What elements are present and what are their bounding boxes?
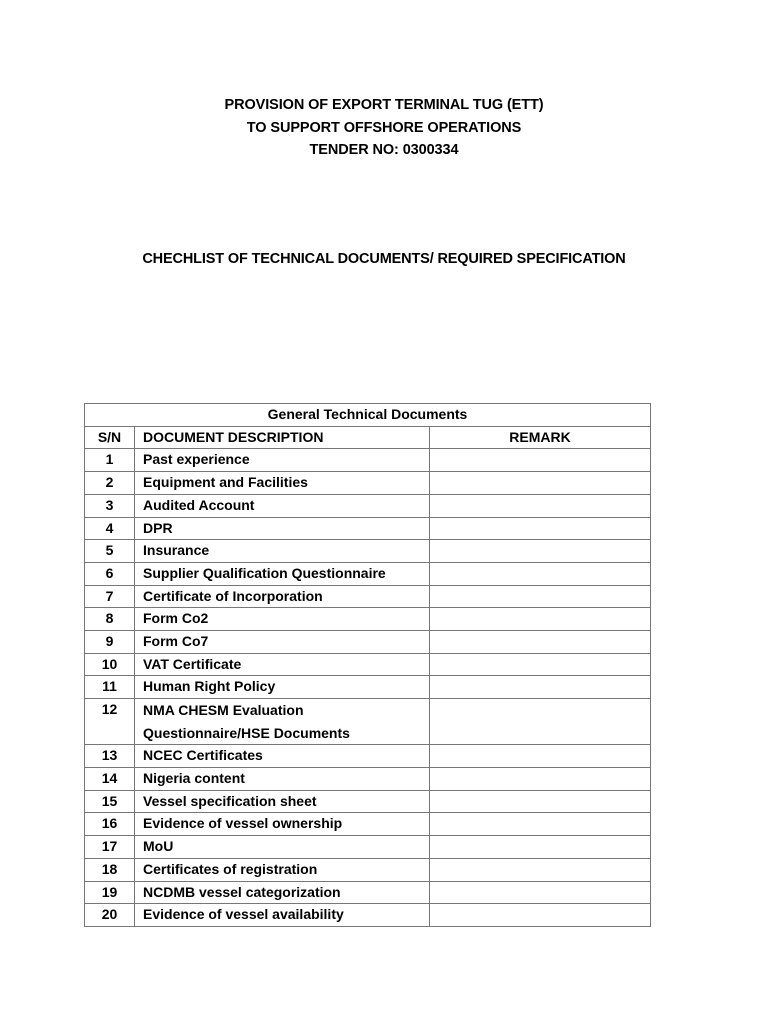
checklist-title: CHECHLIST OF TECHNICAL DOCUMENTS/ REQUIRED SPECIFICATION xyxy=(142,251,626,267)
table-row xyxy=(85,768,651,791)
row-serial-number: 3 xyxy=(85,494,135,517)
row-remark-cell[interactable] xyxy=(430,494,651,517)
row-remark-cell[interactable] xyxy=(430,676,651,699)
row-remark-cell[interactable] xyxy=(430,585,651,608)
row-serial-number: 4 xyxy=(85,517,135,540)
row-serial-number: 13 xyxy=(85,745,135,768)
row-serial-number: 11 xyxy=(85,676,135,699)
table-body xyxy=(85,449,651,927)
row-document-description: NMA CHESM Evaluation Questionnaire/HSE Documents xyxy=(135,699,430,745)
row-document-description: Human Right Policy xyxy=(135,676,430,699)
table-row xyxy=(85,904,651,927)
row-document-description: Equipment and Facilities xyxy=(135,472,430,495)
table-row xyxy=(85,494,651,517)
document-header xyxy=(0,94,768,162)
row-document-description: Vessel specification sheet xyxy=(135,790,430,813)
row-remark-cell[interactable] xyxy=(430,790,651,813)
row-document-description: Form Co2 xyxy=(135,608,430,631)
table-header-row xyxy=(85,426,651,449)
row-document-description: DPR xyxy=(135,517,430,540)
row-remark-cell[interactable] xyxy=(430,517,651,540)
row-document-description: Past experience xyxy=(135,449,430,472)
row-document-description: Form Co7 xyxy=(135,631,430,654)
row-document-description: Supplier Qualification Questionnaire xyxy=(135,562,430,585)
row-document-description: Nigeria content xyxy=(135,768,430,791)
table-row xyxy=(85,790,651,813)
table-row xyxy=(85,608,651,631)
row-document-description: NCEC Certificates xyxy=(135,745,430,768)
row-remark-cell[interactable] xyxy=(430,699,651,745)
row-serial-number: 14 xyxy=(85,768,135,791)
row-document-description: Certificates of registration xyxy=(135,858,430,881)
row-serial-number: 5 xyxy=(85,540,135,563)
technical-documents-table xyxy=(84,403,651,927)
header-line-2: TO SUPPORT OFFSHORE OPERATIONS xyxy=(246,119,522,136)
header-line-3: TENDER NO: 0300334 xyxy=(309,142,459,158)
row-document-description: Evidence of vessel availability xyxy=(135,904,430,927)
row-serial-number: 20 xyxy=(85,904,135,927)
table-row xyxy=(85,813,651,836)
row-serial-number: 6 xyxy=(85,562,135,585)
row-remark-cell[interactable] xyxy=(430,653,651,676)
row-serial-number: 16 xyxy=(85,813,135,836)
row-remark-cell[interactable] xyxy=(430,608,651,631)
row-remark-cell[interactable] xyxy=(430,836,651,859)
column-header-description: DOCUMENT DESCRIPTION xyxy=(135,426,430,449)
row-serial-number: 1 xyxy=(85,449,135,472)
table-row xyxy=(85,676,651,699)
row-document-description: Insurance xyxy=(135,540,430,563)
row-serial-number: 17 xyxy=(85,836,135,859)
table-row xyxy=(85,881,651,904)
table-row xyxy=(85,449,651,472)
row-serial-number: 8 xyxy=(85,608,135,631)
row-remark-cell[interactable] xyxy=(430,904,651,927)
table-caption: General Technical Documents xyxy=(85,404,651,427)
column-header-sn: S/N xyxy=(85,426,135,449)
header-line-1: PROVISION OF EXPORT TERMINAL TUG (ETT) xyxy=(224,97,544,113)
table-caption-row xyxy=(85,404,651,427)
row-remark-cell[interactable] xyxy=(430,562,651,585)
row-remark-cell[interactable] xyxy=(430,881,651,904)
row-serial-number: 19 xyxy=(85,881,135,904)
table-row xyxy=(85,472,651,495)
column-header-remark: REMARK xyxy=(430,426,651,449)
row-document-description: Evidence of vessel ownership xyxy=(135,813,430,836)
table-row xyxy=(85,653,651,676)
row-serial-number: 10 xyxy=(85,653,135,676)
row-serial-number: 18 xyxy=(85,858,135,881)
row-remark-cell[interactable] xyxy=(430,768,651,791)
row-serial-number: 2 xyxy=(85,472,135,495)
row-serial-number: 12 xyxy=(85,699,135,745)
table-row xyxy=(85,699,651,745)
table-row xyxy=(85,540,651,563)
row-document-description: Certificate of Incorporation xyxy=(135,585,430,608)
row-document-description: Audited Account xyxy=(135,494,430,517)
row-remark-cell[interactable] xyxy=(430,631,651,654)
row-document-description: MoU xyxy=(135,836,430,859)
row-remark-cell[interactable] xyxy=(430,472,651,495)
row-remark-cell[interactable] xyxy=(430,449,651,472)
row-serial-number: 7 xyxy=(85,585,135,608)
row-remark-cell[interactable] xyxy=(430,540,651,563)
table-row xyxy=(85,745,651,768)
row-remark-cell[interactable] xyxy=(430,813,651,836)
row-document-description: VAT Certificate xyxy=(135,653,430,676)
table-row xyxy=(85,836,651,859)
row-serial-number: 15 xyxy=(85,790,135,813)
table-row xyxy=(85,631,651,654)
table-row xyxy=(85,858,651,881)
row-document-description: NCDMB vessel categorization xyxy=(135,881,430,904)
table-row xyxy=(85,562,651,585)
row-remark-cell[interactable] xyxy=(430,745,651,768)
table-row xyxy=(85,585,651,608)
row-remark-cell[interactable] xyxy=(430,858,651,881)
table-row xyxy=(85,517,651,540)
row-serial-number: 9 xyxy=(85,631,135,654)
